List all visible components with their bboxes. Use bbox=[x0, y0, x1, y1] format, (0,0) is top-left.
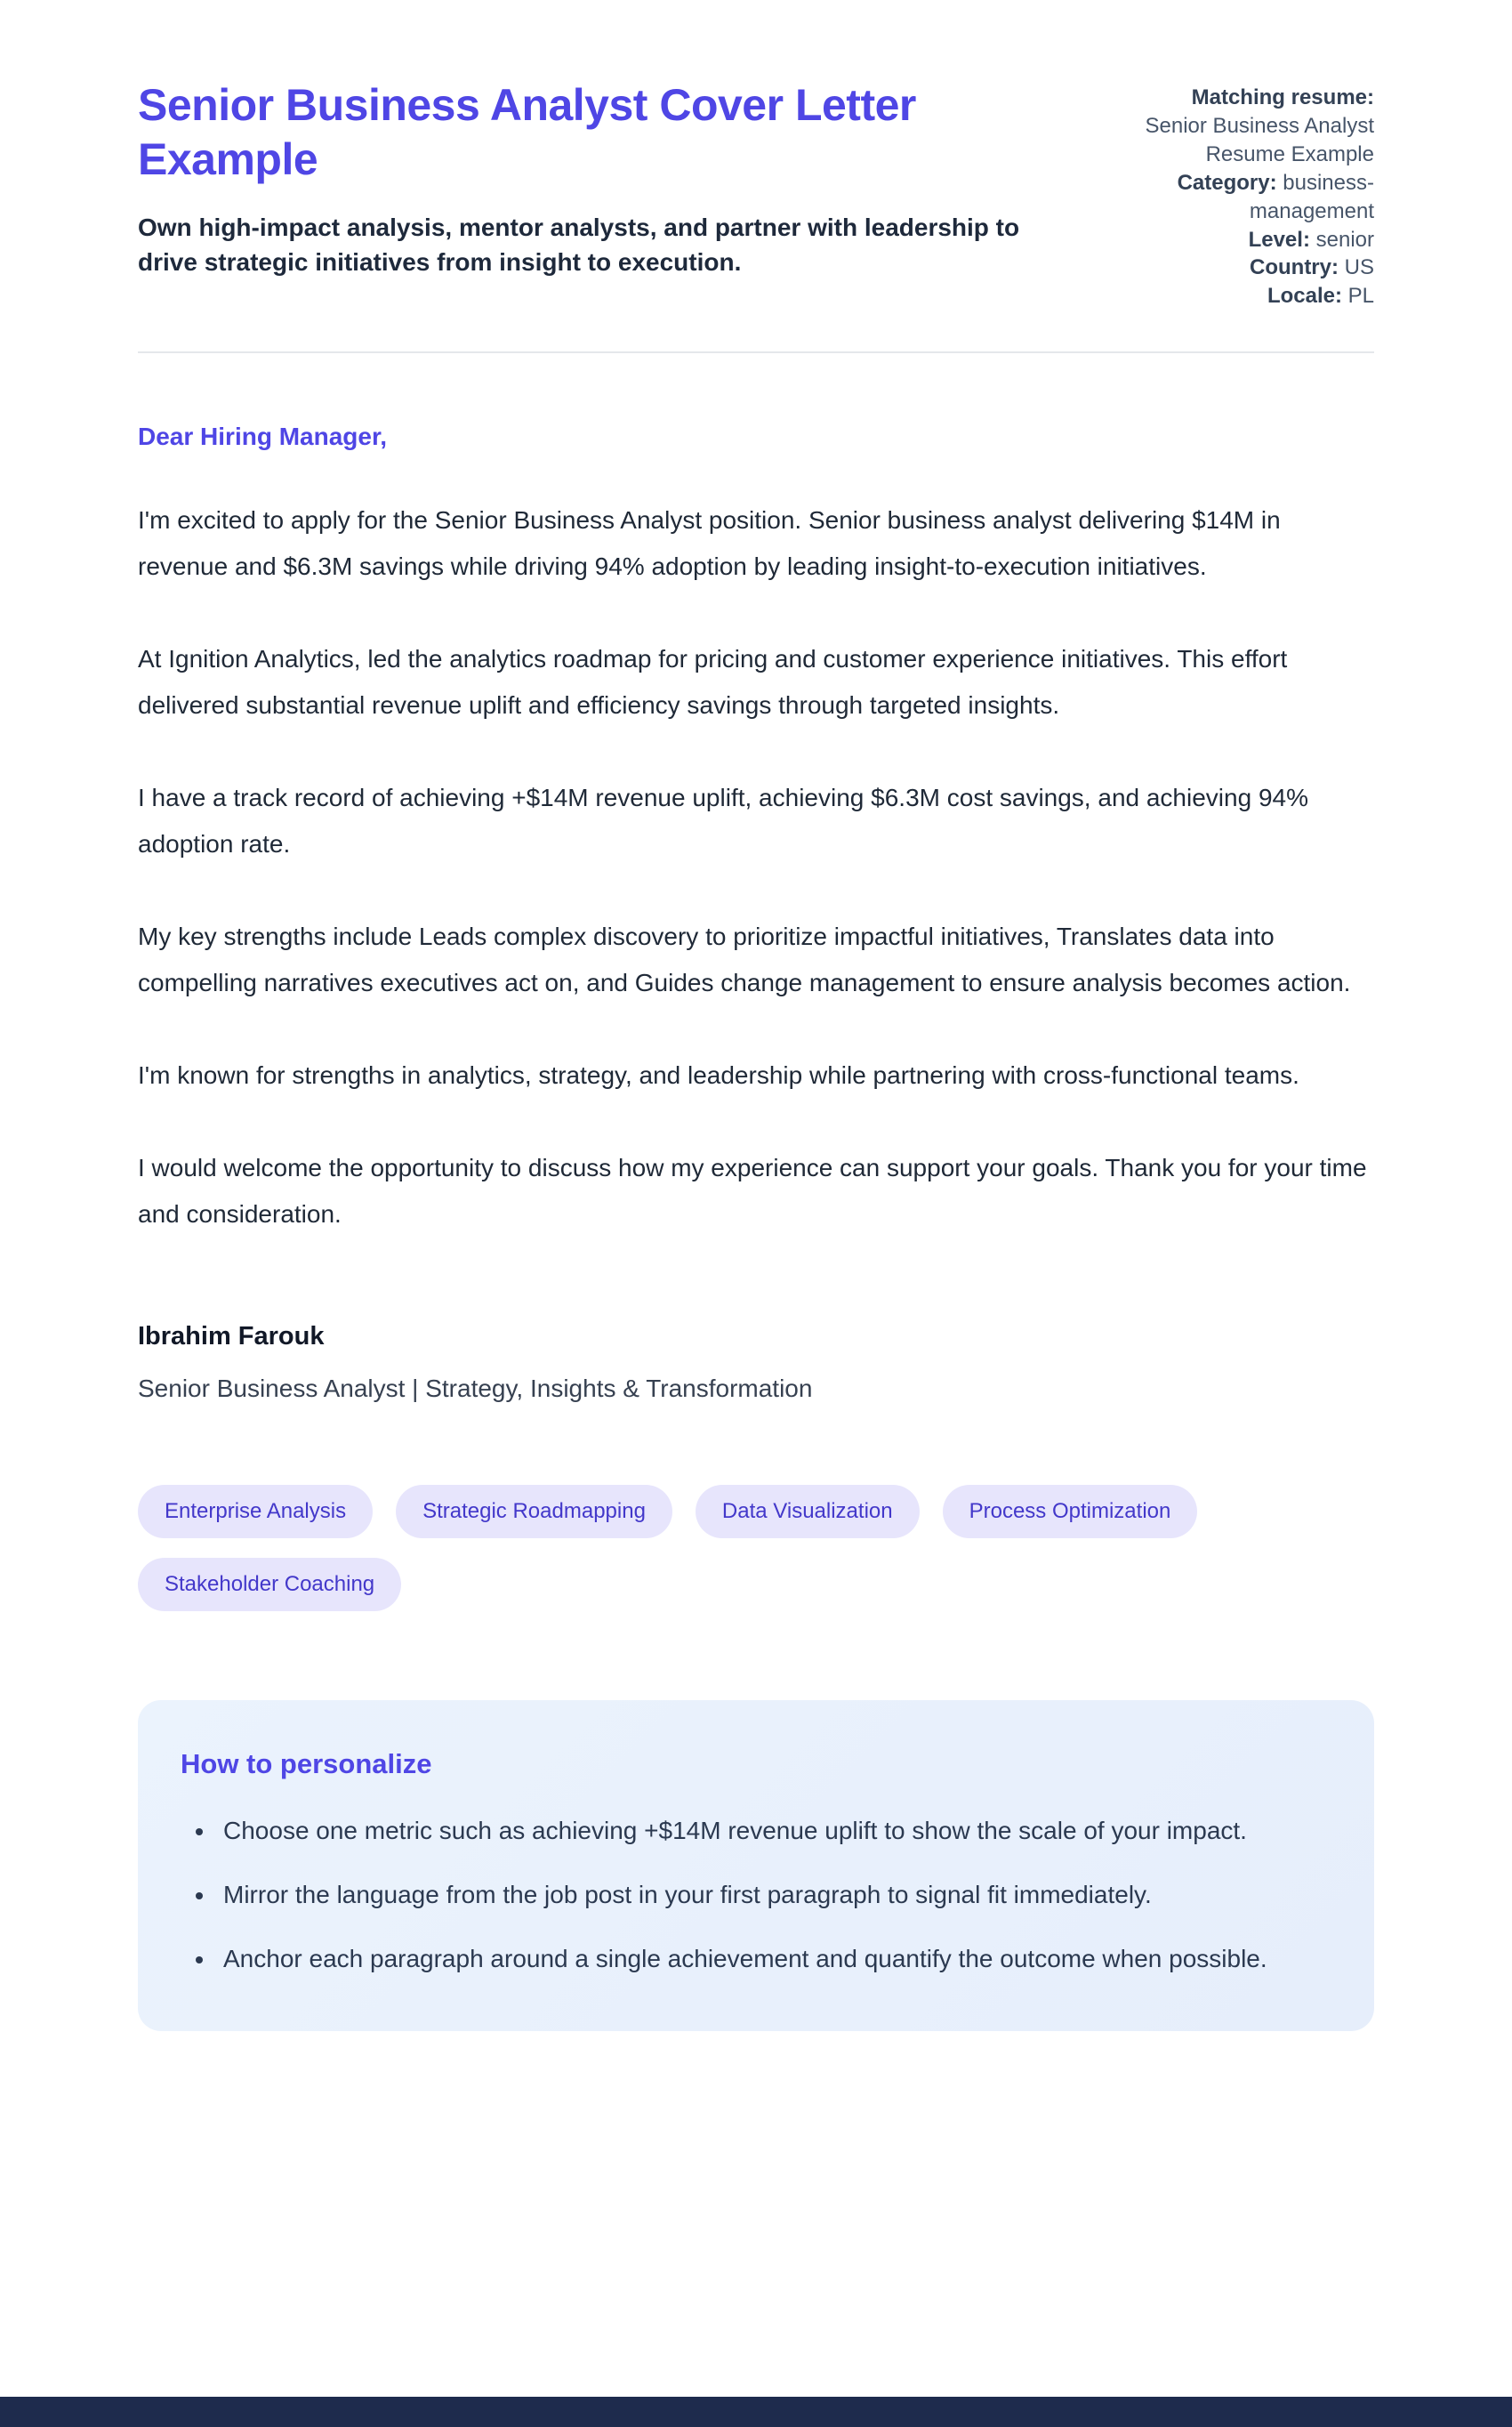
page-subtitle: Own high-impact analysis, mentor analysts, and partner with leadership to drive strategic initiatives from insight to execution. bbox=[138, 214, 1020, 277]
tip-item: • Mirror the language from the job post in your first paragraph to signal fit immediately. bbox=[216, 1873, 1324, 1917]
letter-paragraph: I'm known for strengths in analytics, strategy, and leadership while partnering with cross-functional teams. bbox=[138, 1061, 1299, 1090]
tips-list bbox=[181, 1809, 1324, 1981]
signature-block bbox=[138, 1322, 1374, 1403]
meta-block bbox=[1094, 78, 1374, 310]
page-header bbox=[138, 78, 1374, 310]
signature-title: Senior Business Analyst | Strategy, Insights & Transformation bbox=[138, 1375, 813, 1403]
meta-level: Level: senior bbox=[1248, 227, 1374, 252]
skill-tag-list bbox=[138, 1485, 1276, 1611]
skill-tag: Stakeholder Coaching bbox=[138, 1558, 401, 1611]
meta-category: Category: business-management bbox=[1177, 170, 1374, 223]
header-title-block bbox=[138, 78, 1054, 279]
meta-country: Country: US bbox=[1250, 255, 1374, 280]
letter-body bbox=[138, 423, 1374, 1403]
tip-item: • Choose one metric such as achieving +$14M revenue uplift to show the scale of your impact. bbox=[216, 1809, 1324, 1853]
meta-matching-resume-value: Senior Business Analyst Resume Example bbox=[1145, 113, 1374, 166]
tips-title: How to personalize bbox=[181, 1748, 432, 1780]
letter-paragraph: My key strengths include Leads complex discovery to prioritize impactful initiatives, Translates data into compelling narratives executives act on, and Guides change management to ensure analysis becomes action. bbox=[138, 923, 1351, 997]
signature-name: Ibrahim Farouk bbox=[138, 1322, 325, 1351]
meta-locale: Locale: PL bbox=[1267, 284, 1374, 309]
skill-tag: Data Visualization bbox=[696, 1485, 920, 1538]
page-title: Senior Business Analyst Cover Letter Example bbox=[138, 80, 916, 184]
header-divider bbox=[138, 351, 1374, 353]
letter-paragraph: At Ignition Analytics, led the analytics roadmap for pricing and customer experience initiatives. This effort delivered substantial revenue uplift and efficiency savings through targeted insights. bbox=[138, 645, 1288, 720]
letter-paragraph: I have a track record of achieving +$14M revenue uplift, achieving $6.3M cost savings, and achieving 94% adoption rate. bbox=[138, 784, 1308, 859]
personalization-tips-box bbox=[138, 1700, 1374, 2031]
footer-bar bbox=[0, 2397, 1512, 2427]
skill-tag: Strategic Roadmapping bbox=[396, 1485, 672, 1538]
skill-tag: Enterprise Analysis bbox=[138, 1485, 373, 1538]
letter-paragraph: I would welcome the opportunity to discuss how my experience can support your goals. Thank you for your time and consideration. bbox=[138, 1154, 1367, 1229]
tip-item: • Anchor each paragraph around a single achievement and quantify the outcome when possible. bbox=[216, 1937, 1324, 1981]
salutation: Dear Hiring Manager, bbox=[138, 423, 388, 451]
letter-paragraph: I'm excited to apply for the Senior Business Analyst position. Senior business analyst delivering $14M in revenue and $6.3M savings while driving 94% adoption by leading insight-to-execution initiatives. bbox=[138, 506, 1281, 581]
skill-tag: Process Optimization bbox=[943, 1485, 1198, 1538]
meta-matching-resume-label: Matching resume: bbox=[1191, 85, 1374, 109]
